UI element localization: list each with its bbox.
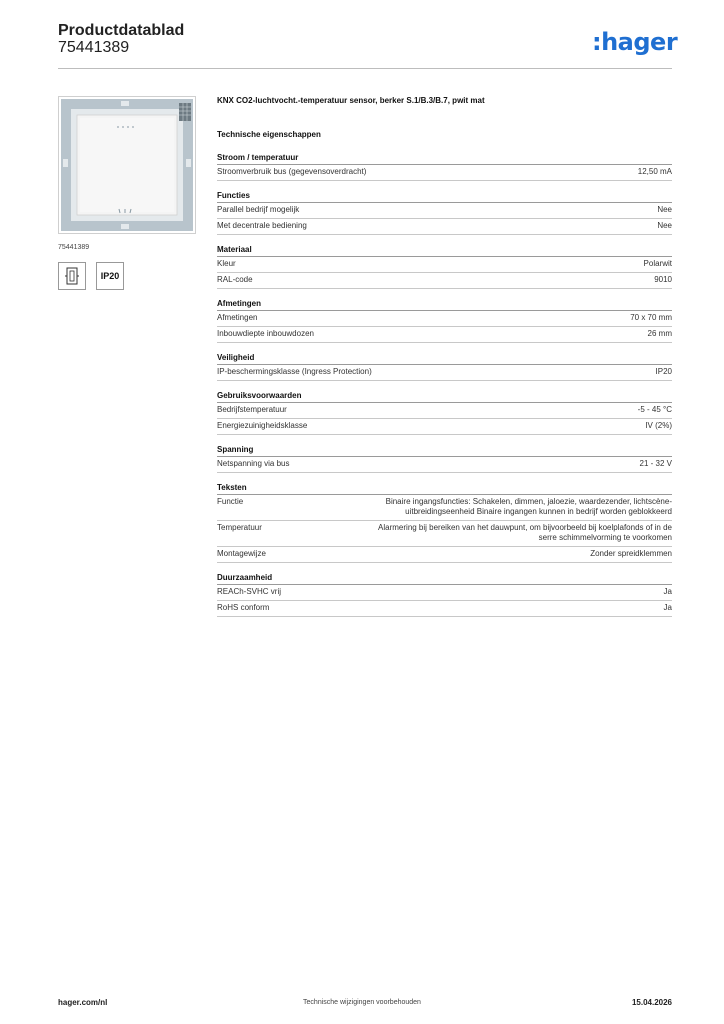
spec-value: Nee (657, 221, 672, 230)
ip20-label: IP20 (100, 271, 120, 281)
spec-label: Inbouwdiepte inbouwdozen (217, 329, 314, 338)
product-image (58, 96, 196, 234)
spec-value: -5 - 45 °C (637, 405, 672, 414)
header-divider (58, 68, 672, 69)
spec-label: RAL-code (217, 275, 253, 284)
section-heading: Materiaal (217, 244, 672, 257)
ip20-badge (96, 262, 124, 290)
spec-label: Netspanning via bus (217, 459, 290, 468)
spec-row (217, 419, 672, 435)
spec-value: 9010 (654, 275, 672, 284)
spec-row (217, 547, 672, 563)
footer-website: hager.com/nl (58, 998, 108, 1007)
section-heading: Functies (217, 190, 672, 203)
spec-value: 70 x 70 mm (630, 313, 672, 322)
spec-value: IP20 (655, 367, 672, 376)
spec-value: 12,50 mA (637, 167, 672, 176)
section-heading: Veiligheid (217, 352, 672, 365)
spec-value: Polarwit (643, 259, 672, 268)
spec-label: Stroomverbruik bus (gegevensoverdracht) (217, 167, 367, 176)
spec-row (217, 521, 672, 547)
spec-row (217, 219, 672, 235)
spec-label: RoHS conform (217, 603, 270, 612)
spec-row (217, 585, 672, 601)
spec-row (217, 495, 672, 521)
page-title: Productdatablad (58, 22, 185, 39)
image-caption: 75441389 (58, 244, 90, 251)
spec-value: Nee (657, 205, 672, 214)
spec-label: Montagewijze (217, 549, 266, 558)
spec-row (217, 203, 672, 219)
spec-value: 21 - 32 V (639, 459, 672, 468)
spec-row (217, 165, 672, 181)
section-heading: Teksten (217, 482, 672, 495)
spec-row (217, 327, 672, 343)
spec-row (217, 403, 672, 419)
section-heading: Duurzaamheid (217, 572, 672, 585)
product-number: 75441389 (58, 39, 130, 56)
hager-logo: :hager (592, 28, 678, 56)
spec-label: Parallel bedrijf mogelijk (217, 205, 300, 214)
spec-value: Ja (663, 587, 672, 596)
footer-date: 15.04.2026 (631, 998, 672, 1007)
sensor-illustration (59, 97, 195, 233)
spec-row (217, 601, 672, 617)
spec-label: Bedrijfstemperatuur (217, 405, 287, 414)
spec-row (217, 273, 672, 289)
spec-value: Zonder spreidklemmen (590, 549, 672, 558)
spec-label: Functie (217, 497, 244, 506)
spec-label: Energiezuinigheidsklasse (217, 421, 308, 430)
spec-label: Met decentrale bediening (217, 221, 307, 230)
spec-value: Binaire ingangsfuncties: Schakelen, dimmen, jaloezie, waardezender, lichtscène-uitbreidingseenheid Binaire ingangen kunnen in bedrijf worden geblokkeerd (385, 497, 672, 516)
spec-value: 26 mm (647, 329, 672, 338)
spec-panel (217, 96, 672, 617)
spec-value: Alarmering bij bereiken van het dauwpunt, om bijvoorbeeld bij koelplafonds of in de serre schimmelvorming te voorkomen (378, 523, 672, 542)
mounting-icon (58, 262, 86, 290)
section-heading: Stroom / temperatuur (217, 152, 672, 165)
footer-disclaimer: Technische wijzigingen voorbehouden (303, 999, 421, 1006)
spec-row (217, 311, 672, 327)
section-heading: Spanning (217, 444, 672, 457)
spec-label: IP-beschermingsklasse (Ingress Protection) (217, 367, 372, 376)
specs-heading: Technische eigenschappen (217, 130, 321, 139)
spec-value: Ja (663, 603, 672, 612)
spec-value: IV (2%) (645, 421, 672, 430)
spec-row (217, 365, 672, 381)
spec-row (217, 457, 672, 473)
spec-row (217, 257, 672, 273)
spec-label: Temperatuur (217, 523, 262, 532)
spec-label: Kleur (217, 259, 236, 268)
product-title: KNX CO2-luchtvocht.-temperatuur sensor, berker S.1/B.3/B.7, pwit mat (217, 96, 485, 105)
spec-sections (217, 152, 672, 617)
section-heading: Afmetingen (217, 298, 672, 311)
section-heading: Gebruiksvoorwaarden (217, 390, 672, 403)
spec-label: Afmetingen (217, 313, 258, 322)
spec-label: REACh-SVHC vrij (217, 587, 282, 596)
